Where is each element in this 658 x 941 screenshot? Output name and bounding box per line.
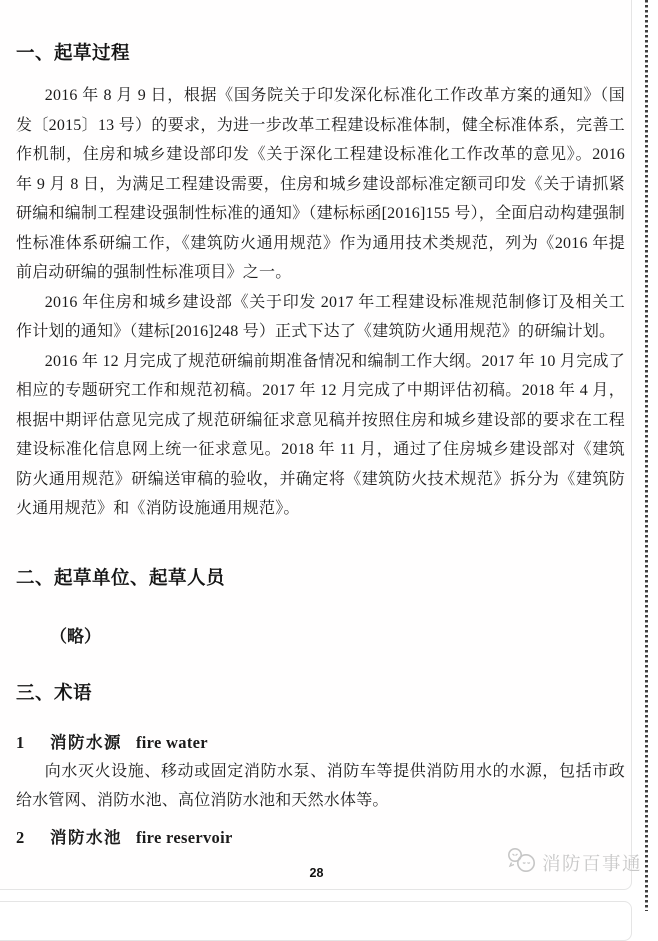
- watermark-text: 消防百事通: [542, 853, 643, 874]
- paragraph-drafting-1: 2016 年 8 月 9 日，根据《国务院关于印发深化标准化工作改革方案的通知》（国发〔2015〕13 号）的要求，为进一步改革工程建设标准体制，健全标准体系，完善工作机制，住房和城乡建设部印发《关于深化工程建设标准化工作改革的意见》。2016 年 9 月 8 日，为满足工程建设需要，住房和城乡建设部标准定额司印发《关于请抓紧研编和编制工程建设强制性标准的通知》（建标标函[2016]155 号），全面启动构建强制性标准体系研编工作，《建筑防火通用规范》作为通用技术类规范，列为《2016 年提前启动研编的强制性标准项目》之一。: [16, 87, 625, 281]
- page-number: 28: [309, 866, 324, 880]
- term-chinese: 消防水源: [50, 732, 122, 752]
- paragraph-drafting-2: 2016 年住房和城乡建设部《关于印发 2017 年工程建设标准规范制修订及相关工作计划的通知》（建标[2016]248 号）正式下达了《建筑防火通用规范》的研编计划。: [16, 293, 625, 340]
- term-english: fire reservoir: [136, 827, 233, 847]
- chat-bubbles-logo-icon: [506, 847, 538, 879]
- watermark: [506, 847, 642, 879]
- section-heading-drafting-process: 一、起草过程: [16, 44, 131, 64]
- term-english: fire water: [136, 732, 208, 752]
- next-page-edge: [0, 901, 632, 941]
- section-heading-terminology: 三、术语: [16, 683, 93, 704]
- term-entry-fire-reservoir: [16, 824, 625, 848]
- term-chinese: 消防水池: [50, 827, 122, 847]
- term-number: 2: [16, 827, 25, 847]
- term-definition-fire-water: 向水灭火设施、移动或固定消防水泵、消防车等提供消防用水的水源，包括市政给水管网、消防水池、高位消防水池和天然水体等。: [16, 762, 625, 809]
- term-entry-fire-water: [16, 729, 625, 753]
- term-number: 1: [16, 732, 25, 752]
- paragraph-drafting-3: 2016 年 12 月完成了规范研编前期准备情况和编制工作大纲。2017 年 10 月完成了相应的专题研究工作和规范初稿。2017 年 12 月完成了中期评估初稿。2018 年 4 月，根据中期评估意见完成了规范研编征求意见稿并按照住房和城乡建设部的要求在工程建设标准化信息网上统一征求意见。2018 年 11 月，通过了住房城乡建设部对《建筑防火通用规范》研编送审稿的验收，并确定将《建筑防火技术规范》拆分为《建筑防火通用规范》和《消防设施通用规范》。: [16, 352, 625, 517]
- omitted-note: （略）: [50, 626, 101, 646]
- perforation-border: [645, 0, 648, 911]
- section-heading-drafting-units: 二、起草单位、起草人员: [16, 568, 226, 589]
